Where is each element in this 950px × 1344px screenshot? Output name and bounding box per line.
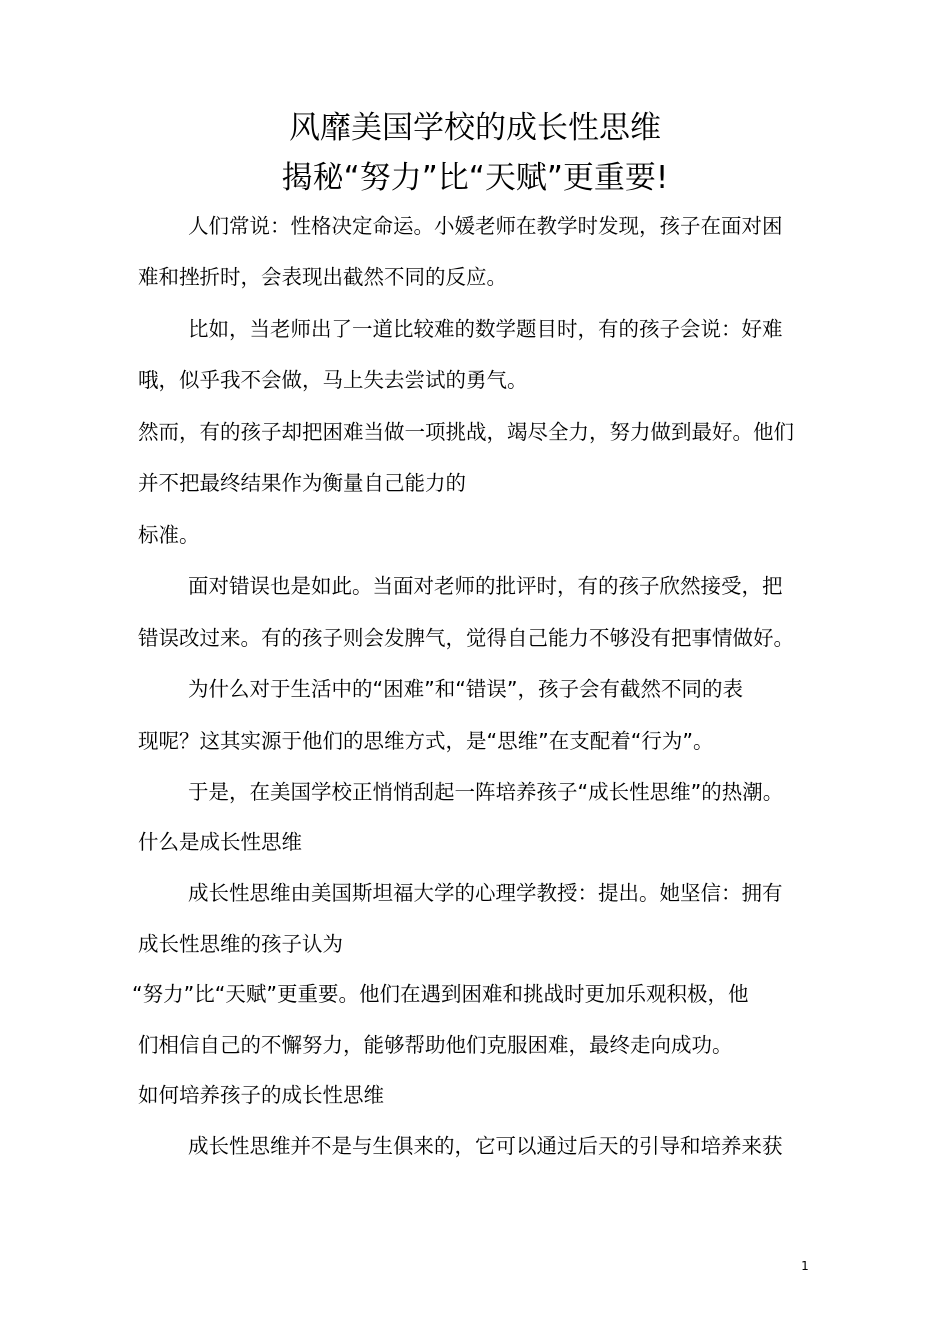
paragraph-line: 成长性思维并不是与生俱来的，它可以通过后天的引导和培养来获 — [188, 1134, 783, 1158]
section-heading: 什么是成长性思维 — [138, 830, 302, 854]
paragraph-line: 难和挫折时，会表现出截然不同的反应。 — [138, 265, 507, 289]
title-line-1: 风靡美国学校的成长性思维 — [289, 110, 661, 146]
paragraph-line: 并不把最终结果作为衡量自己能力的 — [138, 471, 466, 495]
paragraph-line: 面对错误也是如此。当面对老师的批评时，有的孩子欣然接受，把 — [188, 574, 783, 598]
paragraph-line: 们相信自己的不懈努力，能够帮助他们克服困难，最终走向成功。 — [138, 1033, 733, 1057]
paragraph-line: 然而，有的孩子却把困难当做一项挑战，竭尽全力，努力做到最好。他们 — [138, 420, 794, 444]
page-number: 1 — [801, 1259, 809, 1273]
paragraph-line: 人们常说：性格决定命运。小媛老师在教学时发现，孩子在面对困 — [188, 214, 783, 238]
paragraph-line: “努力”比“天赋”更重要。他们在遇到困难和挑战时更加乐观积极，他 — [132, 982, 749, 1006]
paragraph-line: 于是，在美国学校正悄悄刮起一阵培养孩子“成长性思维”的热潮。 — [188, 780, 784, 804]
paragraph-line: 成长性思维的孩子认为 — [138, 932, 343, 956]
paragraph-line: 标准。 — [138, 523, 200, 547]
section-heading: 如何培养孩子的成长性思维 — [138, 1083, 384, 1107]
paragraph-line: 错误改过来。有的孩子则会发脾气，觉得自己能力不够没有把事情做好。 — [138, 626, 794, 650]
paragraph-line: 现呢？这其实源于他们的思维方式，是“思维”在支配着“行为”。 — [138, 729, 714, 753]
title-line-2: 揭秘“努力”比“天赋”更重要! — [281, 160, 669, 196]
paragraph-line: 为什么对于生活中的“困难”和“错误”，孩子会有截然不同的表 — [188, 677, 743, 701]
paragraph-line: 哦，似乎我不会做，马上失去尝试的勇气。 — [138, 368, 528, 392]
paragraph-line: 成长性思维由美国斯坦福大学的心理学教授：提出。她坚信：拥有 — [188, 881, 783, 905]
paragraph-line: 比如，当老师出了一道比较难的数学题目时，有的孩子会说：好难 — [188, 317, 783, 341]
